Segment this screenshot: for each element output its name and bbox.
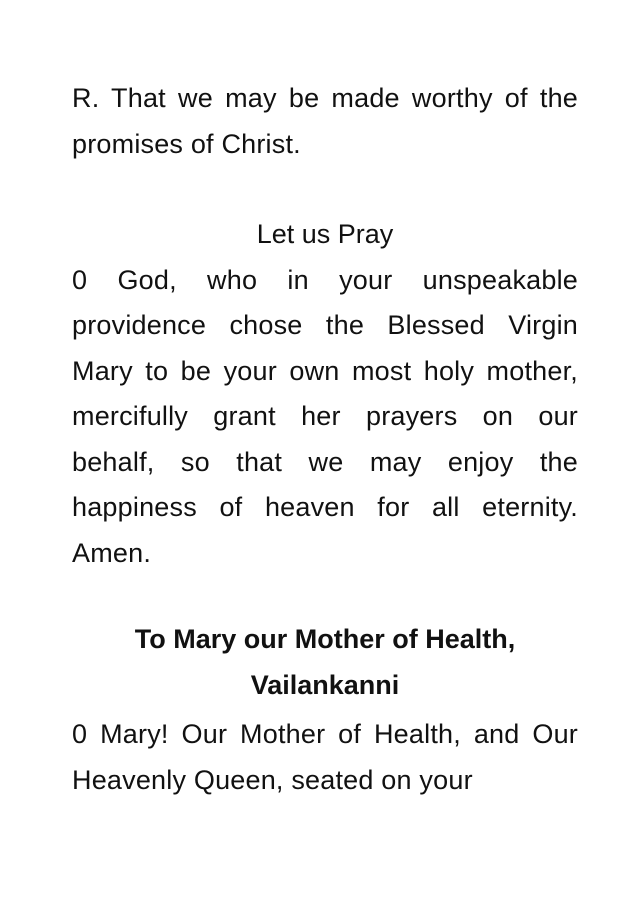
response-paragraph: R. That we may be made worthy of the promises of Christ. [72, 83, 578, 159]
section-heading-line-2: Vailankanni [250, 669, 400, 700]
document-page [72, 76, 578, 803]
spacer [72, 167, 578, 212]
spacer [72, 576, 578, 617]
section-paragraph: 0 Mary! Our Mother of Health, and Our Heavenly Queen, seated on your [72, 719, 578, 795]
section-heading-line-1: To Mary our Mother of Health, [134, 624, 516, 654]
section-heading [72, 617, 578, 708]
prayer-paragraph: 0 God, who in your unspeakable providence chose the Blessed Virgin Mary to be your own most holy mother, mercifully grant her prayers on our behalf, so that we may enjoy the happiness of heaven for all eternity. Amen. [72, 264, 578, 568]
prayer-title: Let us Pray [256, 219, 394, 249]
